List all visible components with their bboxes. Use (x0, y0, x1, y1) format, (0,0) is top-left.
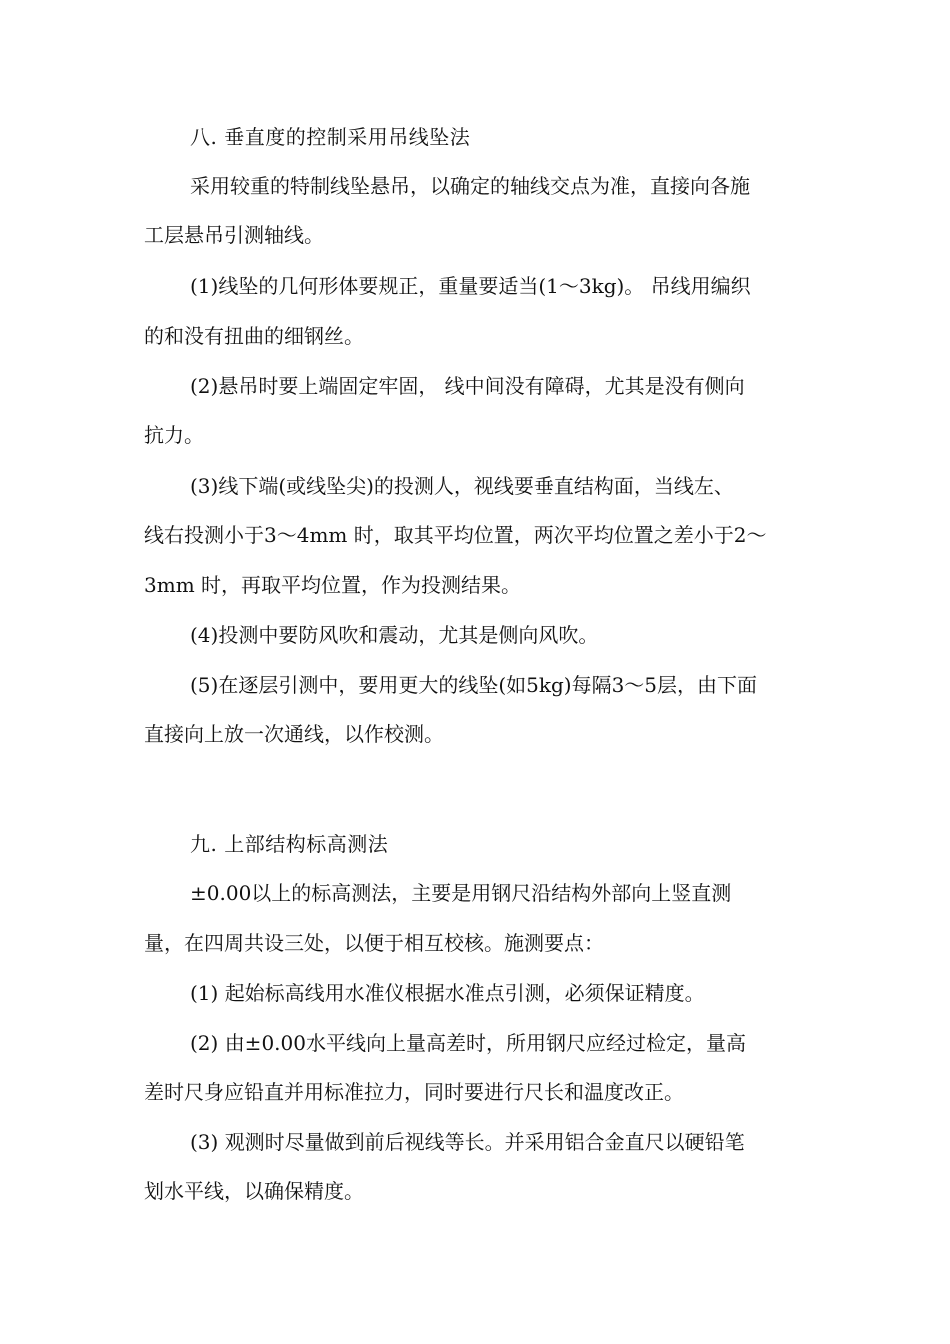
section-8-item-2-line-1: (2)悬吊时要上端固定牢固， 线中间没有障碍，尤其是没有侧向 (190, 374, 745, 398)
section-9-heading: 九. 上部结构标高测法 (190, 832, 389, 856)
section-8-item-5-line-2: 直接向上放一次通线，以作校测。 (144, 722, 444, 746)
section-9-intro-line-1: ±0.00以上的标高测法，主要是用钢尺沿结构外部向上竖直测 (190, 881, 732, 905)
section-9-item-2-line-1: (2) 由±0.00水平线向上量高差时，所用钢尺应经过检定，量高 (190, 1031, 746, 1055)
section-8-item-5-line-1: (5)在逐层引测中，要用更大的线坠(如5kg)每隔3～5层，由下面 (190, 673, 758, 697)
section-8-item-1-line-2: 的和没有扭曲的细钢丝。 (144, 324, 364, 348)
section-8-item-3-line-1: (3)线下端(或线坠尖)的投测人，视线要垂直结构面，当线左、 (190, 474, 734, 498)
section-9-intro-line-2: 量，在四周共设三处，以便于相互校核。施测要点： (144, 931, 604, 955)
section-8-intro-line-1: 采用较重的特制线坠悬吊，以确定的轴线交点为准，直接向各施 (190, 174, 750, 198)
section-9-item-2-line-2: 差时尺身应铅直并用标准拉力，同时要进行尺长和温度改正。 (144, 1080, 684, 1104)
section-9-item-1-line-1: (1) 起始标高线用水准仪根据水准点引测，必须保证精度。 (190, 981, 705, 1005)
section-9-item-3-line-2: 划水平线，以确保精度。 (144, 1179, 364, 1203)
section-8-item-3-line-3: 3mm 时，再取平均位置，作为投测结果。 (144, 573, 522, 597)
section-8-item-3-line-2: 线右投测小于3～4mm 时，取其平均位置，两次平均位置之差小于2～ (144, 523, 767, 547)
section-8-intro-line-2: 工层悬吊引测轴线。 (144, 223, 324, 247)
section-8-item-4-line-1: (4)投测中要防风吹和震动，尤其是侧向风吹。 (190, 623, 599, 647)
section-8-item-1-line-1: (1)线坠的几何形体要规正，重量要适当(1～3kg)。 吊线用编织 (190, 274, 751, 298)
section-9-item-3-line-1: (3) 观测时尽量做到前后视线等长。并采用铝合金直尺以硬铅笔 (190, 1130, 745, 1154)
section-8-item-2-line-2: 抗力。 (144, 423, 204, 447)
section-8-heading: 八. 垂直度的控制采用吊线坠法 (190, 125, 471, 149)
